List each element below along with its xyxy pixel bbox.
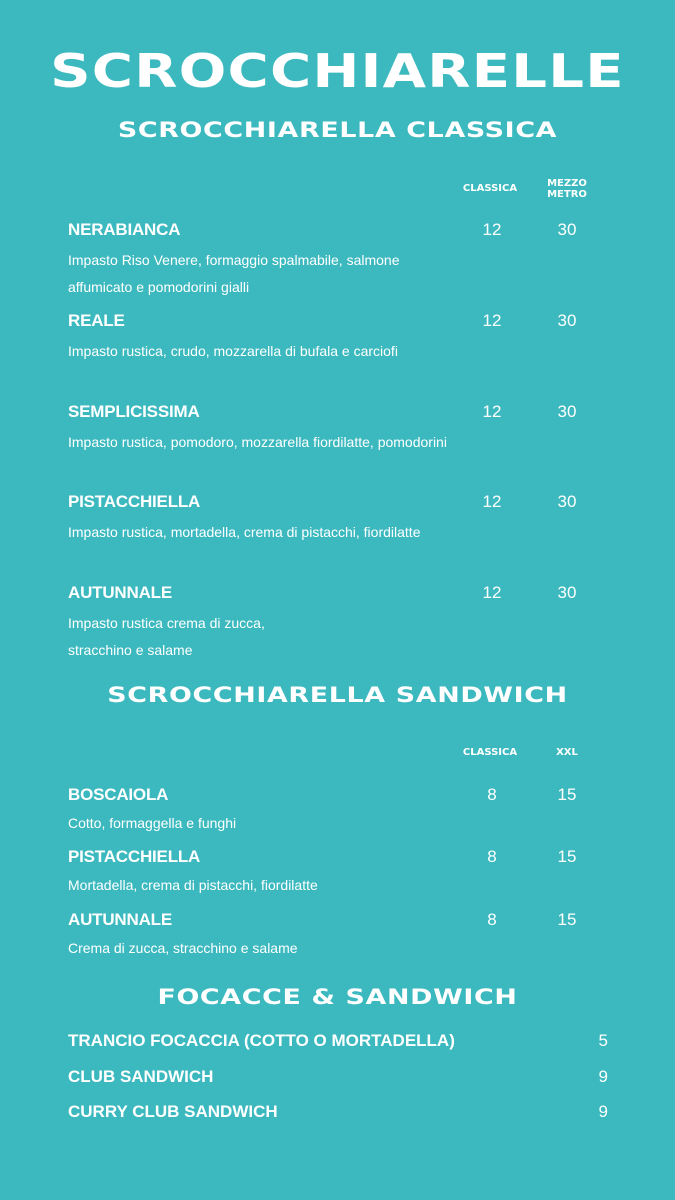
item-price-classica: 12 (482, 492, 502, 511)
column-header-line: METRO (547, 189, 587, 200)
item-price-mezzo-metro: 30 (557, 492, 577, 511)
item-price-classica: 12 (482, 402, 502, 421)
item-price-classica: 8 (487, 847, 497, 866)
item-price-classica: 12 (482, 583, 502, 602)
focaccia-item (68, 1066, 608, 1088)
column-header-line: MEZZO (547, 178, 587, 189)
column-header-mezzo-metro (532, 178, 602, 200)
column-header-xxl: XXL (556, 747, 578, 758)
item-name: TRANCIO FOCACCIA (COTTO O MORTADELLA) (68, 1031, 455, 1050)
item-name: SEMPLICISSIMA (68, 402, 200, 421)
menu-title: SCROCCHIARELLE (50, 44, 625, 98)
item-price: 5 (598, 1031, 608, 1050)
section-title-focacce: FOCACCE & SANDWICH (157, 985, 518, 1009)
item-name: PISTACCHIELLA (68, 492, 201, 511)
item-description: Impasto rustica, crudo, mozzarella di bufala e carciofi (68, 343, 398, 359)
item-price-xxl: 15 (557, 785, 577, 804)
section-title-sandwich: SCROCCHIARELLA SANDWICH (107, 683, 568, 707)
item-name: NERABIANCA (68, 220, 181, 239)
item-price-mezzo-metro: 30 (557, 402, 577, 421)
item-description: Impasto rustica, mortadella, crema di pistacchi, fiordilatte (68, 524, 421, 540)
item-price-classica: 8 (487, 785, 497, 804)
column-header-classica: CLASSICA (462, 183, 518, 194)
item-price-mezzo-metro: 30 (557, 583, 577, 602)
item-name: AUTUNNALE (68, 910, 172, 929)
item-description: Crema di zucca, stracchino e salame (68, 940, 298, 956)
item-price-classica: 12 (482, 220, 502, 239)
item-price-classica: 8 (487, 910, 497, 929)
item-description: Mortadella, crema di pistacchi, fiordilatte (68, 877, 318, 893)
item-description: Impasto rustica crema di zucca, stracchino e salame (68, 615, 265, 658)
section-title-classica: SCROCCHIARELLA CLASSICA (117, 118, 558, 142)
item-price-classica: 12 (482, 311, 502, 330)
item-price-xxl: 15 (557, 910, 577, 929)
focaccia-item (68, 1030, 608, 1052)
column-header-classica: CLASSICA (462, 747, 518, 758)
item-price-mezzo-metro: 30 (557, 220, 577, 239)
item-description: Impasto Riso Venere, formaggio spalmabile, salmone affumicato e pomodorini gialli (68, 252, 400, 295)
item-price-xxl: 15 (557, 847, 577, 866)
item-description: Impasto rustica, pomodoro, mozzarella fiordilatte, pomodorini (68, 434, 447, 450)
item-name: BOSCAIOLA (68, 785, 169, 804)
item-description: Cotto, formaggella e funghi (68, 815, 237, 831)
item-price: 9 (598, 1102, 608, 1121)
item-name: CLUB SANDWICH (68, 1067, 214, 1086)
item-name: AUTUNNALE (68, 583, 172, 602)
item-price: 9 (598, 1067, 608, 1086)
item-price-mezzo-metro: 30 (557, 311, 577, 330)
item-name: CURRY CLUB SANDWICH (68, 1102, 278, 1121)
item-name: PISTACCHIELLA (68, 847, 201, 866)
focaccia-item (68, 1101, 608, 1123)
item-name: REALE (68, 311, 125, 330)
